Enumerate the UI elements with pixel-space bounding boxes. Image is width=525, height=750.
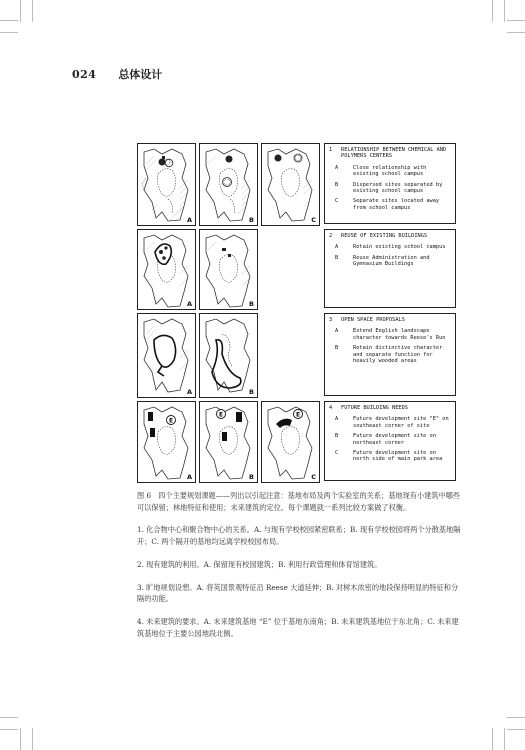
item-key: B [335, 345, 339, 352]
legend-heading: REUSE OF EXISTING BUILDINGS [341, 233, 428, 239]
list-item: 3. 旷地规划设想。A. 将英国景观特征沿 Reese 大道延伸；B. 对树木浓密的地段保持明显的特征和分隔的功能。 [137, 582, 459, 603]
panel-label: C [311, 473, 316, 481]
site-plan-panel [137, 313, 196, 398]
item-key: A [335, 328, 339, 335]
panel-label: B [249, 300, 254, 308]
figure-row-4 [137, 401, 458, 483]
site-plan-panel [261, 143, 320, 226]
item-key: A [335, 244, 339, 251]
site-plan-panel [261, 401, 320, 483]
site-e-marker: E [295, 411, 301, 419]
item-text: Close relationship with existing school campus [353, 164, 427, 178]
site-plan-panel [199, 143, 258, 226]
heading-number: 2 [329, 233, 333, 239]
crop-mark [507, 32, 525, 33]
legend-box [324, 143, 456, 224]
legend-box [324, 401, 456, 481]
explanation-list [137, 524, 462, 651]
crop-mark [0, 729, 18, 730]
crop-mark [507, 717, 525, 718]
site-plan-panel [137, 401, 196, 483]
heading-number: 4 [329, 405, 333, 411]
crop-mark [504, 0, 505, 22]
site-plan-drawing [200, 402, 257, 482]
crop-mark [507, 729, 525, 730]
item-text: Retain distinctive character and separate function for heavily wooded areas [353, 345, 443, 365]
crop-mark [32, 0, 33, 22]
item-text: Future development site on north side of main park area [353, 450, 443, 463]
figure-row-1 [137, 143, 458, 226]
item-key: A [335, 164, 339, 171]
crop-mark [0, 717, 18, 718]
site-plan-drawing [262, 144, 319, 225]
legend-heading: RELATIONSHIP BETWEEN CHEMICAL AND POLYMERS CENTERS [341, 147, 447, 160]
site-plan-drawing [262, 402, 319, 482]
item-text: Future development site on northeast corner [353, 433, 436, 446]
list-item: 4. 未来建筑的要求。A. 未来建筑基地 “E” 位于基地东南角；B. 未来建筑基地位于东北角；C. 未来建筑基地位于主要公园地段北侧。 [137, 617, 459, 638]
item-text: Separate sites located away from school campus [353, 198, 440, 211]
panel-label: B [249, 388, 254, 396]
site-plan-drawing [138, 144, 195, 225]
item-key: B [335, 181, 339, 188]
site-plan-drawing [200, 230, 257, 309]
figure-row-3 [137, 313, 458, 398]
legend-box [324, 229, 456, 308]
legend-heading: OPEN SPACE PROPOSALS [341, 317, 405, 323]
crop-mark [0, 32, 18, 33]
item-key: C [335, 198, 339, 205]
site-plan-panel [199, 401, 258, 483]
figure-row-2 [137, 229, 458, 310]
item-key: A [335, 416, 339, 423]
crop-mark [507, 20, 525, 21]
crop-mark [0, 20, 18, 21]
site-plan-panel [137, 229, 196, 310]
page-number: 024 [72, 68, 97, 81]
section-title: 总体设计 [118, 68, 163, 81]
item-key: B [335, 254, 339, 261]
site-plan-drawing [200, 314, 257, 397]
site-plan-drawing [138, 314, 195, 397]
site-plan-drawing [138, 402, 195, 482]
crop-mark [20, 728, 21, 750]
item-key: C [335, 450, 339, 457]
site-plan-drawing [200, 144, 257, 225]
crop-mark [492, 728, 493, 750]
item-text: Extend English landscape character towards Reese's Run [353, 328, 446, 341]
item-text: Reuse Administration and Gymnasium Buildings [353, 254, 430, 268]
planning-figure [137, 143, 458, 483]
panel-label: A [186, 300, 192, 308]
crop-mark [20, 0, 21, 22]
heading-number: 3 [329, 317, 333, 323]
site-plan-drawing [138, 230, 195, 309]
panel-label: C [311, 216, 316, 224]
site-e-marker: E [168, 417, 174, 425]
heading-number: 1 [329, 147, 333, 153]
panel-label: A [186, 388, 192, 396]
item-text: Future development site "E" on southeast corner of site [353, 416, 449, 429]
legend-box [324, 313, 456, 396]
figure-caption: 图 6 四个主要规划课题——列出以引起注意：基地布局及两个实验室的关系；基地现有小建筑中哪些可以保留；林地特征和使用；未来建筑的定位。每个课题就一系列比较方案做了权衡。 [137, 491, 461, 512]
site-plan-panel [137, 143, 196, 226]
item-text: Retain existing school campus [353, 244, 446, 251]
crop-mark [32, 728, 33, 750]
panel-label: A [186, 473, 192, 481]
item-text: Dispersed sites separated by existing school campus [353, 181, 443, 195]
list-item: 1. 化合物中心和聚合物中心的关系。A. 与现有学校校园紧密联系；B. 现有学校校园将两个分散基地隔开；C. 两个隔开的基地均远离学校校园布局。 [137, 525, 461, 546]
legend-heading: FUTURE BUILDING NEEDS [341, 405, 408, 411]
crop-mark [492, 0, 493, 22]
site-e-marker: E [218, 411, 224, 419]
crop-mark [504, 728, 505, 750]
site-plan-panel [199, 313, 258, 398]
site-plan-panel [199, 229, 258, 310]
panel-label: A [186, 216, 192, 224]
panel-label: B [249, 473, 254, 481]
panel-label: B [249, 216, 254, 224]
list-item: 2. 现有建筑的利用。A. 保留现有校园建筑；B. 利用行政管理和体育馆建筑。 [137, 559, 382, 569]
item-key: B [335, 433, 339, 440]
page-header [72, 66, 162, 82]
